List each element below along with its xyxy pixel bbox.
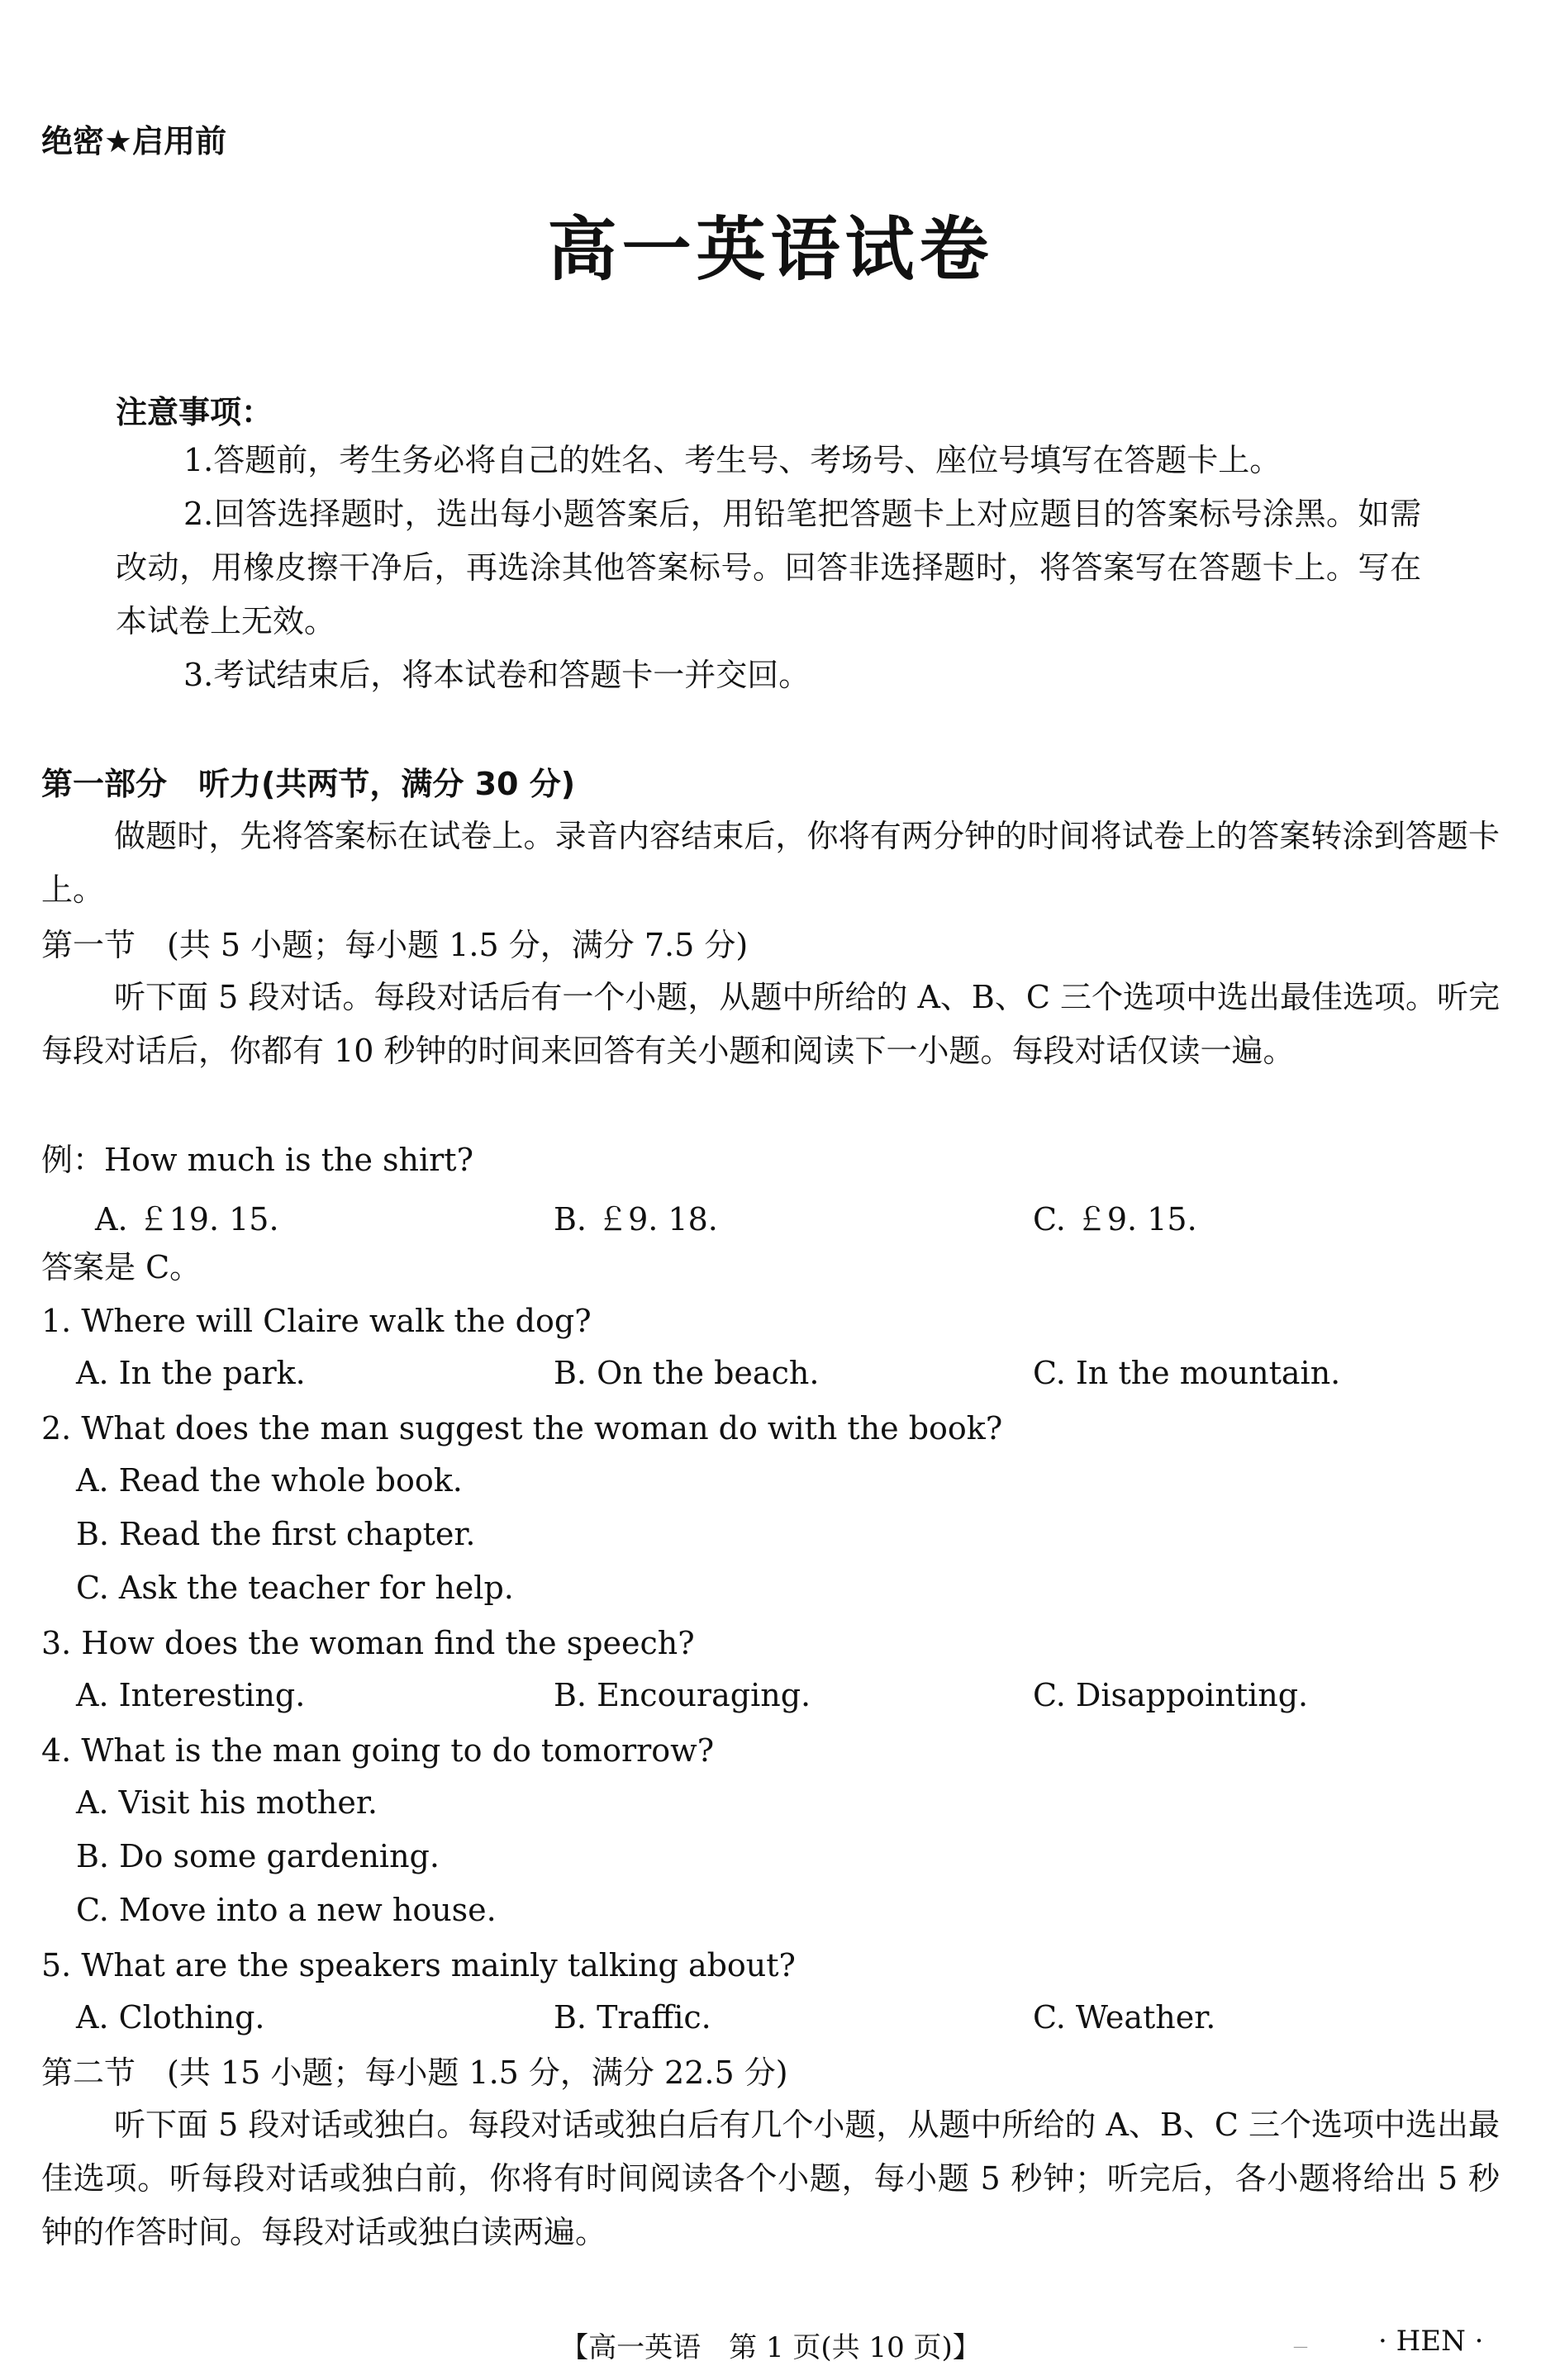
section1-heading: 第一节 (共 5 小题；每小题 1.5 分，满分 7.5 分) bbox=[41, 927, 749, 963]
question-5: 5. What are the speakers mainly talking about? bbox=[41, 1947, 796, 1983]
page-title: 高一英语试卷 bbox=[547, 209, 994, 290]
q3-option-a: A. Interesting. bbox=[76, 1677, 306, 1713]
example-option-b: B. ￡9. 18. bbox=[554, 1201, 718, 1238]
q3-option-c: C. Disappointing. bbox=[1033, 1677, 1309, 1713]
section1-instruction: 听下面 5 段对话。每段对话后有一个小题，从题中所给的 A、B、C 三个选项中选出最佳选项。听完每段对话后，你都有 10 秒钟的时间来回答有关小题和阅读下一小题。每段对话仅读一遍。 bbox=[41, 979, 1500, 1069]
question-1: 1. Where will Claire walk the dog? bbox=[41, 1303, 592, 1339]
q4-option-c: C. Move into a new house. bbox=[76, 1892, 497, 1928]
section2-heading: 第二节 (共 15 小题；每小题 1.5 分，满分 22.5 分) bbox=[41, 2055, 788, 2091]
section2-instruction: 听下面 5 段对话或独白。每段对话或独白后有几个小题，从题中所给的 A、B、C 三个选项中选出最佳选项。听每段对话或独白前，你将有时间阅读各个小题，每小题 5 秒钟；听完后，各小题将给出 5 秒钟的作答时间。每段对话或独白读两遍。 bbox=[41, 2107, 1500, 2250]
q4-option-b: B. Do some gardening. bbox=[76, 1838, 440, 1874]
confidential-label: 绝密★启用前 bbox=[41, 123, 227, 159]
q4-option-a: A. Visit his mother. bbox=[76, 1784, 378, 1821]
example-option-c: C. ￡9. 15. bbox=[1033, 1201, 1197, 1238]
q5-option-a: A. Clothing. bbox=[76, 1999, 265, 2036]
q5-option-b: B. Traffic. bbox=[554, 1999, 711, 2036]
page-footer: 【高一英语 第 1 页(共 10 页)】 bbox=[560, 2331, 981, 2364]
part1-heading: 第一部分 听力(共两节，满分 30 分) bbox=[41, 766, 576, 802]
q5-option-c: C. Weather. bbox=[1033, 1999, 1216, 2036]
q1-option-a: A. In the park. bbox=[76, 1355, 306, 1391]
example-question: 例：How much is the shirt? bbox=[41, 1142, 473, 1178]
q1-option-c: C. In the mountain. bbox=[1033, 1355, 1341, 1391]
q3-option-b: B. Encouraging. bbox=[554, 1677, 811, 1713]
example-option-a: A. ￡19. 15. bbox=[95, 1201, 279, 1238]
q2-option-c: C. Ask the teacher for help. bbox=[76, 1570, 514, 1606]
q2-option-b: B. Read the first chapter. bbox=[76, 1516, 476, 1552]
example-answer: 答案是 C。 bbox=[41, 1249, 202, 1285]
q2-option-a: A. Read the whole book. bbox=[76, 1462, 463, 1499]
footer-mark: — bbox=[1293, 2338, 1308, 2355]
notice-item-1: 1.答题前，考生务必将自己的姓名、考生号、考场号、座位号填写在答题卡上。 bbox=[183, 442, 1282, 478]
exam-code: · HEN · bbox=[1378, 2325, 1484, 2358]
notice-heading: 注意事项： bbox=[116, 394, 273, 430]
notice-item-2: 2.回答选择题时，选出每小题答案后，用铅笔把答题卡上对应题目的答案标号涂黑。如需改动，用橡皮擦干净后，再选涂其他答案标号。回答非选择题时，将答案写在答题卡上。写在本试卷上无效。 bbox=[116, 496, 1421, 639]
question-2: 2. What does the man suggest the woman do with the book? bbox=[41, 1410, 1003, 1447]
question-3: 3. How does the woman find the speech? bbox=[41, 1625, 695, 1661]
question-4: 4. What is the man going to do tomorrow? bbox=[41, 1732, 715, 1769]
q1-option-b: B. On the beach. bbox=[554, 1355, 820, 1391]
notice-item-3: 3.考试结束后，将本试卷和答题卡一并交回。 bbox=[183, 657, 811, 693]
part1-instruction: 做题时，先将答案标在试卷上。录音内容结束后，你将有两分钟的时间将试卷上的答案转涂到答题卡上。 bbox=[41, 818, 1500, 908]
